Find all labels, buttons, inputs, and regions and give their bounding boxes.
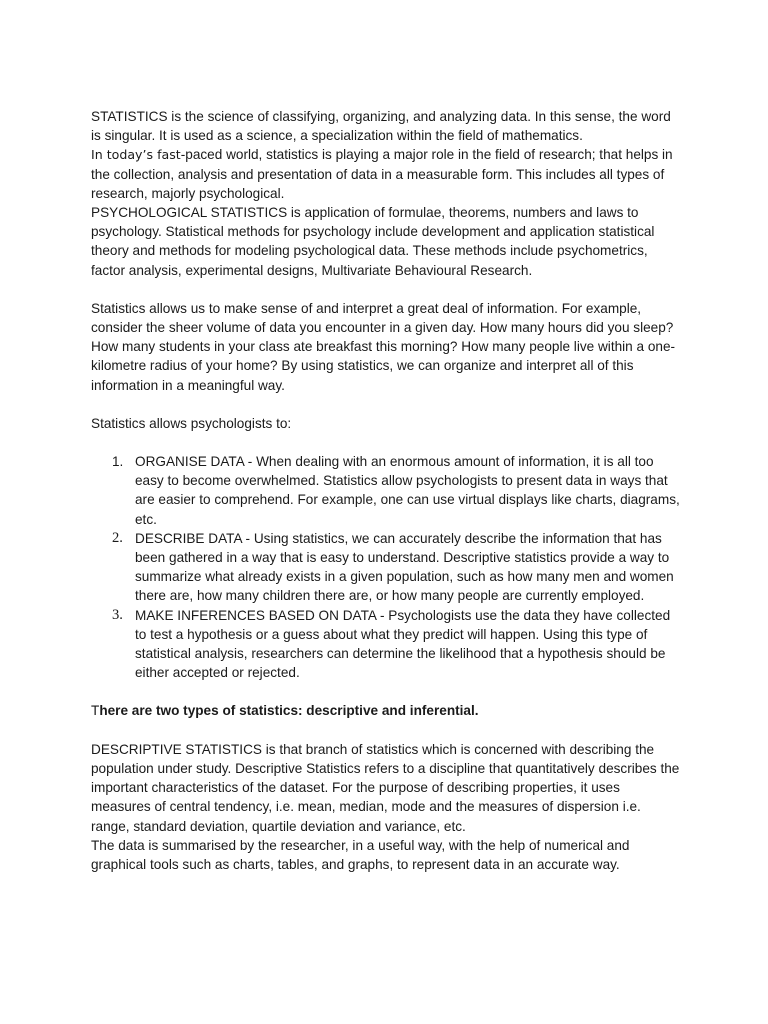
list-item bbox=[91, 452, 681, 529]
paragraph-interpret-information: Statistics allows us to make sense of and interpret a great deal of information. For example, consider the sheer volume of data you encounter in a given day. How many hours did you sleep? How many students in your class ate breakfast this morning? How many people live within a one-kilometre radius of your home? By using statistics, we can organize and interpret all of this information in a meaningful way. bbox=[91, 300, 676, 393]
paragraph-research-role bbox=[91, 145, 681, 203]
list-item bbox=[91, 606, 681, 683]
paragraph-body-text: -paced world, statistics is playing a major role in the field of research; that helps in the collection, analysis and presentation of data in a measurable form. This includes all types of research, majorly psychological. bbox=[91, 147, 673, 201]
list-intro: Statistics allows psychologists to: bbox=[91, 415, 292, 431]
paragraph-descriptive-statistics: DESCRIPTIVE STATISTICS is that branch of statistics which is concerned with describing the population under study. Descriptive Statistics refers to a discipline that quantitatively describes the important characteristics of the dataset. For the purpose of describing properties, it uses measures of central tendency, i.e. mean, median, mode and the measures of dispersion i.e. range, standard deviation, quartile deviation and variance, etc. bbox=[91, 741, 680, 834]
list-item-text: DESCRIBE DATA - Using statistics, we can accurately describe the information that has been gathered in a way that is easy to understand. Descriptive statistics provide a way to summarize what already exists in a given population, such as how many men and women there are, how many children there are, or how many people are currently employed. bbox=[135, 530, 674, 604]
paragraph-psychological-statistics: PSYCHOLOGICAL STATISTICS is application of formulae, theorems, numbers and laws to psychology. Statistical methods for psychology include development and application statistical theory and methods for modeling psychological data. These methods include psychometrics, factor analysis, experimental designs, Multivariate Behavioural Research. bbox=[91, 205, 655, 278]
list-item-number: 3. bbox=[112, 606, 123, 623]
list-item bbox=[91, 529, 681, 606]
heading-text: here are two types of statistics: descriptive and inferential. bbox=[99, 703, 479, 719]
list-item-number: 1. bbox=[112, 454, 124, 470]
document-page bbox=[91, 107, 681, 874]
numbered-list bbox=[91, 452, 681, 682]
list-item-text: ORGANISE DATA - When dealing with an enormous amount of information, it is all too easy to become overwhelmed. Statistics allow psychologists to present data in ways that are easier to comprehend. For example, one can use virtual displays like charts, diagrams, etc. bbox=[135, 454, 680, 527]
section-heading bbox=[91, 701, 681, 720]
spacer bbox=[91, 433, 681, 452]
spacer bbox=[91, 395, 681, 414]
heading-first-letter: T bbox=[91, 703, 100, 719]
spacer bbox=[91, 682, 681, 701]
paragraph-data-summary: The data is summarised by the researcher, in a useful way, with the help of numerical and graphical tools such as charts, tables, and graphs, to represent data in an accurate way. bbox=[91, 837, 630, 872]
list-item-number: 2. bbox=[112, 529, 123, 546]
list-item-text: MAKE INFERENCES BASED ON DATA - Psychologists use the data they have collected to test a hypothesis or a guess about what they predict will happen. Using this type of statistical analysis, researchers can determine the likelihood that a hypothesis should be either accepted or rejected. bbox=[135, 607, 671, 681]
spacer bbox=[91, 721, 681, 740]
paragraph-lead-text: In today’s fast bbox=[91, 147, 181, 163]
paragraph-definition: STATISTICS is the science of classifying, organizing, and analyzing data. In this sense, the word is singular. It is used as a science, a specialization within the field of mathematics. bbox=[91, 109, 671, 144]
spacer bbox=[91, 280, 681, 299]
